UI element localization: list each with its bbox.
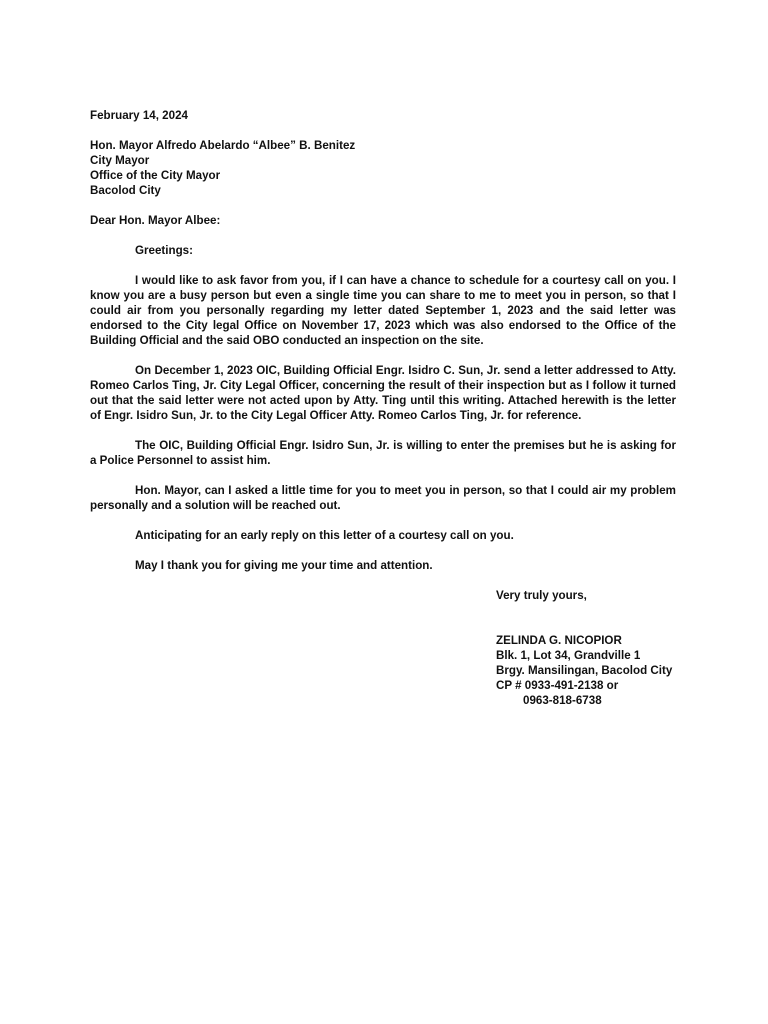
spacer xyxy=(90,198,676,213)
spacer xyxy=(90,618,676,633)
recipient-name: Hon. Mayor Alfredo Abelardo “Albee” B. Benitez xyxy=(90,139,356,152)
letter-page xyxy=(90,108,676,708)
spacer xyxy=(90,123,676,138)
body-paragraph-4: Hon. Mayor, can I asked a little time for you to meet you in person, so that I could air my problem personally and a solution will be reached out. xyxy=(90,484,676,512)
greeting: Greetings: xyxy=(135,244,193,257)
spacer xyxy=(90,468,676,483)
signatory-address-line-1: Blk. 1, Lot 34, Grandville 1 xyxy=(496,649,641,662)
body-paragraph-2: On December 1, 2023 OIC, Building Official Engr. Isidro C. Sun, Jr. send a letter addressed to Atty. Romeo Carlos Ting, Jr. City Legal Officer, concerning the result of their inspection but as I follow it turned out that the said letter were not acted upon by Atty. Ting until this writing. Attached herewith is the letter of Engr. Isidro Sun, Jr. to the City Legal Officer Atty. Romeo Carlos Ting, Jr. for reference. xyxy=(90,364,676,422)
spacer xyxy=(90,348,676,363)
body-paragraph-1: I would like to ask favor from you, if I can have a chance to schedule for a courtesy call on you. I know you are a busy person but even a single time you can share to me to meet you in person, so that I could air from you personally regarding my letter dated September 1, 2023 and the said letter was endorsed to the City legal Office on November 17, 2023 which was also endorsed to the Office of the Building Official and the said OBO conducted an inspection on the site. xyxy=(90,274,676,347)
recipient-title: City Mayor xyxy=(90,154,150,167)
recipient-city: Bacolod City xyxy=(90,184,161,197)
signatory-name: ZELINDA G. NICOPIOR xyxy=(496,634,622,647)
signature-block xyxy=(496,633,676,708)
spacer xyxy=(90,543,676,558)
signatory-phone-1: CP # 0933-491-2138 or xyxy=(496,679,619,692)
salutation: Dear Hon. Mayor Albee: xyxy=(90,214,221,227)
body-paragraph-3: The OIC, Building Official Engr. Isidro Sun, Jr. is willing to enter the premises but he is asking for a Police Personnel to assist him. xyxy=(90,439,676,467)
spacer xyxy=(90,573,676,588)
spacer xyxy=(90,513,676,528)
closing: Very truly yours, xyxy=(496,589,587,602)
recipient-office: Office of the City Mayor xyxy=(90,169,221,182)
body-paragraph-5: Anticipating for an early reply on this letter of a courtesy call on you. xyxy=(135,529,514,542)
signatory-phone-2: 0963-818-6738 xyxy=(523,694,602,707)
spacer xyxy=(90,423,676,438)
spacer xyxy=(90,603,676,618)
recipient-block xyxy=(90,138,676,198)
signatory-address-line-2: Brgy. Mansilingan, Bacolod City xyxy=(496,664,673,677)
spacer xyxy=(90,228,676,243)
body-paragraph-6: May I thank you for giving me your time and attention. xyxy=(135,559,433,572)
spacer xyxy=(90,258,676,273)
letter-date: February 14, 2024 xyxy=(90,109,188,122)
